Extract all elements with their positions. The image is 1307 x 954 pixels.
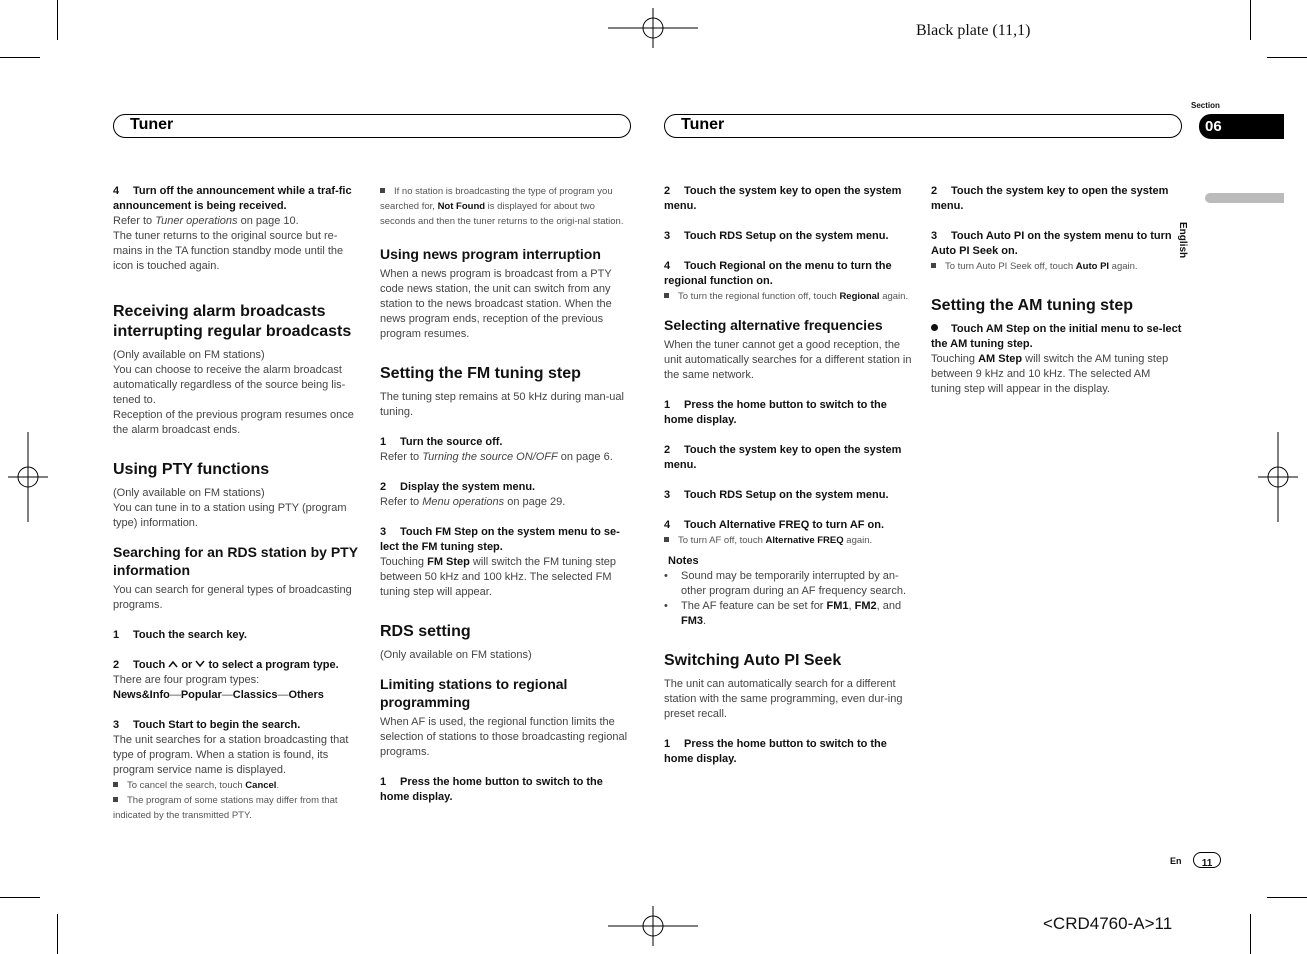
- plate-label: Black plate (11,1): [916, 22, 1031, 39]
- column-4: [931, 184, 1183, 397]
- step: 4 Touch Regional on the menu to turn the regional function on.: [664, 260, 892, 287]
- crop-mark: [1250, 914, 1251, 954]
- body-text: Touching AM Step will switch the AM tuning step between 9 kHz and 10 kHz. The selected AM tuning step will appear in the display.: [931, 353, 1169, 395]
- body-text: Touching FM Step will switch the FM tuning step between 50 kHz and 100 kHz. The selected FM tuning step will appear.: [380, 556, 616, 598]
- round-bullet-icon: [931, 324, 938, 331]
- subheading: Searching for an RDS station by PTY information: [113, 544, 358, 578]
- header-title: Tuner: [681, 116, 725, 133]
- step: Touch AM Step on the initial menu to se-lect the AM tuning step.: [931, 323, 1182, 350]
- body-text: You can tune in to a station using PTY (program type) information.: [113, 502, 347, 529]
- header-bar-left: [113, 114, 631, 138]
- step: 1 Turn the source off.: [380, 436, 503, 448]
- reference: Refer to Turning the source ON/OFF on page 6.: [380, 451, 613, 463]
- heading: RDS setting: [380, 623, 471, 640]
- body-text: You can search for general types of broadcasting programs.: [113, 584, 352, 611]
- registration-mark-right: [1258, 432, 1298, 522]
- heading: Switching Auto PI Seek: [664, 652, 842, 669]
- reference: Refer to Menu operations on page 29.: [380, 496, 566, 508]
- body-text: When the tuner cannot get a good reception, the unit automatically searches for a different station in the same network.: [664, 339, 912, 381]
- step: 1 Press the home button to switch to the home display.: [380, 776, 603, 803]
- chevron-up-icon: [168, 660, 178, 668]
- step: 2 Touch or to select a program type.: [113, 659, 339, 671]
- heading: Receiving alarm broadcasts interrupting regular broadcasts: [113, 303, 352, 340]
- subheading: Selecting alternative frequencies: [664, 317, 883, 333]
- note: To turn AF off, touch Alternative FREQ again.: [664, 533, 916, 548]
- program-types: News&Info—Popular—Classics—Others: [113, 689, 324, 701]
- step: 2 Display the system menu.: [380, 481, 536, 493]
- body-text: (Only available on FM stations): [113, 349, 265, 361]
- step: 1 Press the home button to switch to the home display.: [664, 399, 887, 426]
- crop-mark: [1267, 57, 1307, 58]
- body-text: The tuning step remains at 50 kHz during man-ual tuning.: [380, 391, 624, 418]
- page-number-badge: [1193, 852, 1221, 868]
- square-bullet-icon: [931, 263, 936, 268]
- step: 4 Touch Alternative FREQ to turn AF on.: [664, 519, 885, 531]
- column-3: [664, 184, 916, 767]
- crop-mark: [57, 914, 58, 954]
- body-text: The tuner returns to the original source but re-mains in the TA function standby mode until the icon is touched again.: [113, 230, 344, 272]
- heading: Setting the FM tuning step: [380, 365, 581, 382]
- header-title: Tuner: [130, 116, 174, 133]
- crop-mark: [57, 0, 58, 40]
- square-bullet-icon: [664, 537, 669, 542]
- body-text: When AF is used, the regional function limits the selection of stations to those broadcasting regional programs.: [380, 716, 628, 758]
- column-2: [380, 184, 632, 805]
- square-bullet-icon: [113, 782, 118, 787]
- square-bullet-icon: [664, 293, 669, 298]
- body-text: You can choose to receive the alarm broadcast automatically regardless of the source being lis-tened to.: [113, 364, 346, 406]
- step: 1 Press the home button to switch to the home display.: [664, 738, 887, 765]
- heading: Setting the AM tuning step: [931, 297, 1134, 314]
- body-text: There are four program types:: [113, 674, 260, 686]
- notes-title: Notes: [668, 555, 699, 567]
- square-bullet-icon: [380, 188, 385, 193]
- step: 2 Touch the system key to open the system menu.: [931, 185, 1169, 212]
- section-label: Section: [1191, 101, 1220, 110]
- step: 3 Touch FM Step on the system menu to se-lect the FM tuning step.: [380, 526, 620, 553]
- step: 1 Touch the search key.: [113, 629, 247, 641]
- language-tab: [1205, 193, 1284, 203]
- square-bullet-icon: [113, 797, 118, 802]
- subheading: Using news program interruption: [380, 246, 601, 262]
- note-bullet: • Sound may be temporarily interrupted by an-other program during an AF frequency search.: [664, 570, 907, 597]
- body-text: When a news program is broadcast from a PTY code news station, the unit can switch from any station to the news broadcast station. When the news program ends, reception of the previous program resumes.: [380, 268, 612, 340]
- step: 3 Touch RDS Setup on the system menu.: [664, 489, 889, 501]
- note: If no station is broadcasting the type of program you searched for, Not Found is displayed for about two seconds and then the tuner returns to the origi-nal station.: [380, 186, 624, 227]
- language-label: English: [1177, 222, 1188, 259]
- registration-mark-top: [608, 8, 698, 48]
- footer-lang: En: [1170, 856, 1182, 866]
- crd-code: <CRD4760-A>11: [1043, 914, 1173, 933]
- body-text: The unit can automatically search for a different station with the same programming, even dur-ing preset recall.: [664, 678, 903, 720]
- step: 2 Touch the system key to open the system menu.: [664, 444, 902, 471]
- crop-mark: [0, 897, 40, 898]
- column-1: [113, 184, 365, 823]
- reference: Refer to Tuner operations on page 10.: [113, 215, 299, 227]
- step: 3 Touch RDS Setup on the system menu.: [664, 230, 889, 242]
- crop-mark: [1250, 0, 1251, 40]
- note: The program of some stations may differ from that indicated by the transmitted PTY.: [113, 795, 338, 821]
- crop-mark: [0, 57, 40, 58]
- step: 4 Turn off the announcement while a traf-fic announcement is being received.: [113, 185, 352, 212]
- body-text: The unit searches for a station broadcasting that type of program. When a station is found, its program service name is displayed.: [113, 734, 349, 776]
- registration-mark-bottom: [608, 906, 698, 946]
- crop-mark: [1267, 897, 1307, 898]
- section-number: 06: [1205, 118, 1222, 135]
- registration-mark-left: [8, 432, 48, 522]
- heading: Using PTY functions: [113, 461, 270, 478]
- chevron-down-icon: [195, 660, 205, 668]
- header-bar-right: [664, 114, 1182, 138]
- body-text: (Only available on FM stations): [113, 487, 265, 499]
- note-bullet: • The AF feature can be set for FM1, FM2, and FM3.: [664, 600, 902, 627]
- note: To turn the regional function off, touch Regional again.: [664, 289, 916, 304]
- note: To turn Auto PI Seek off, touch Auto PI again.: [931, 259, 1183, 274]
- step: 2 Touch the system key to open the system menu.: [664, 185, 902, 212]
- body-text: (Only available on FM stations): [380, 649, 532, 661]
- note: To cancel the search, touch Cancel.: [113, 778, 365, 793]
- step: 3 Touch Start to begin the search.: [113, 719, 301, 731]
- page-number: 11: [1201, 858, 1213, 869]
- subheading: Limiting stations to regional programming: [380, 676, 568, 710]
- body-text: Reception of the previous program resumes once the alarm broadcast ends.: [113, 409, 354, 436]
- step: 3 Touch Auto PI on the system menu to turn Auto PI Seek on.: [931, 230, 1172, 257]
- section-number-tab: [1199, 114, 1284, 139]
